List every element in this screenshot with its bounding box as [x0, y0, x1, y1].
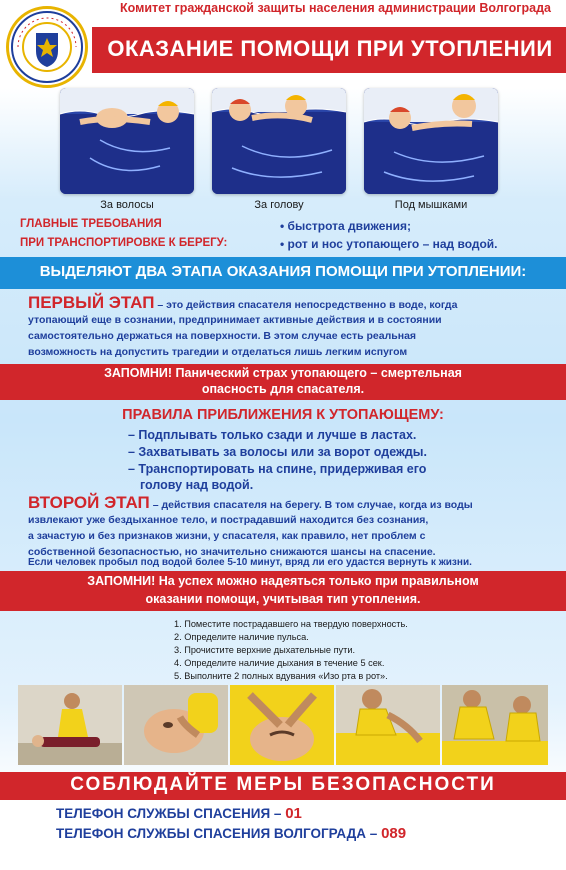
stage1-text: самостоятельно держаться на поверхности. В этом случае есть реальная: [28, 330, 417, 342]
cpr-step: 3. Прочистите верхние дыхательные пути.: [174, 645, 356, 655]
cpr-photo: [18, 685, 122, 765]
cpr-step: 4. Определите наличие дыхания в течение 5 сек.: [174, 658, 385, 668]
caption-hair: За волосы: [100, 199, 154, 211]
cpr-photo: [124, 685, 228, 765]
safety-slogan: СОБЛЮДАЙТЕ МЕРЫ БЕЗОПАСНОСТИ: [70, 774, 496, 795]
cpr-photo: [336, 685, 440, 765]
stage1-first-line: [28, 293, 457, 313]
organization-name: Комитет гражданской защиты населения администрации Волгограда: [120, 1, 551, 15]
remember-text: ЗАПОМНИ! Панический страх утопающего – смертельная: [104, 366, 462, 380]
volgograd-phone-label: ТЕЛЕФОН СЛУЖБЫ СПАСЕНИЯ ВОЛГОГРАДА –: [56, 826, 378, 841]
emblem-logo: [6, 6, 88, 88]
approach-rule: голову над водой.: [140, 478, 254, 492]
stage2-text: Если человек пробыл под водой более 5-10 минут, вряд ли его удастся вернуть к жизни.: [28, 557, 472, 568]
stage1-text: – это действия спасателя непосредственно в воде, когда: [154, 299, 458, 311]
cpr-photo: [442, 685, 548, 765]
caption-armpits: Под мышками: [394, 199, 468, 211]
rescue-illustration-armpits: [364, 88, 498, 194]
approach-rule: – Подплывать только сзади и лучше в ластах.: [128, 428, 417, 442]
remember-text: ЗАПОМНИ! На успех можно надеяться только при правильном: [87, 574, 479, 588]
rescue-illustration-head: [212, 88, 346, 194]
approach-rules-title: ПРАВИЛА ПРИБЛИЖЕНИЯ К УТОПАЮЩЕМУ:: [122, 407, 444, 423]
stage2-text: собственной безопасностью, но значительно снижаются шансы на спасение.: [28, 546, 436, 558]
rescue-phone-label: ТЕЛЕФОН СЛУЖБЫ СПАСЕНИЯ –: [56, 806, 282, 821]
cpr-step: 1. Поместите пострадавшего на твердую поверхность.: [174, 619, 408, 629]
stage2-text: извлекают уже бездыханное тело, и пострадавший находится без сознания,: [28, 514, 429, 526]
requirement-item: • быстрота движения;: [280, 219, 412, 233]
stage1-title: ПЕРВЫЙ ЭТАП: [28, 293, 155, 312]
requirements-label-line2: ПРИ ТРАНСПОРТИРОВКЕ К БЕРЕГУ:: [20, 237, 228, 249]
remember-text: опасность для спасателя.: [201, 382, 365, 396]
stage1-text: утопающий еще в сознании, предпринимает активные действия и в состоянии: [28, 314, 442, 326]
caption-head: За голову: [254, 199, 304, 211]
requirement-item: • рот и нос утопающего – над водой.: [280, 237, 498, 251]
stage2-text: а зачастую и без признаков жизни, у спасателя, как правило, нет проблем с: [28, 530, 426, 542]
cpr-step: 2. Определите наличие пульса.: [174, 632, 309, 642]
approach-rule: – Захватывать за волосы или за ворот одежды.: [128, 445, 427, 459]
rescue-illustration-hair: [60, 88, 194, 194]
stage2-first-line: [28, 493, 473, 513]
requirements-label-line1: ГЛАВНЫЕ ТРЕБОВАНИЯ: [20, 218, 162, 230]
rescue-phone-line: [56, 805, 302, 822]
stage1-text: возможность на допустить трагедии и отделаться лишь легким испугом: [28, 346, 408, 358]
stage2-title: ВТОРОЙ ЭТАП: [28, 493, 150, 512]
volgograd-phone-number: 089: [381, 825, 407, 842]
stages-heading: ВЫДЕЛЯЮТ ДВА ЭТАПА ОКАЗАНИЯ ПОМОЩИ ПРИ УТОПЛЕНИИ:: [39, 263, 527, 280]
approach-rule: – Транспортировать на спине, придерживая его: [128, 462, 427, 476]
stage2-text: – действия спасателя на берегу. В том случае, когда из воды: [149, 499, 473, 511]
cpr-photo: [230, 685, 334, 765]
page-title: ОКАЗАНИЕ ПОМОЩИ ПРИ УТОПЛЕНИИ: [107, 36, 553, 61]
cpr-step: 5. Выполните 2 полных вдувания «Изо рта в рот».: [174, 671, 388, 681]
rescue-phone-number: 01: [285, 805, 302, 822]
remember-text: оказании помощи, учитывая тип утопления.: [145, 592, 421, 606]
volgograd-phone-line: [56, 825, 406, 842]
